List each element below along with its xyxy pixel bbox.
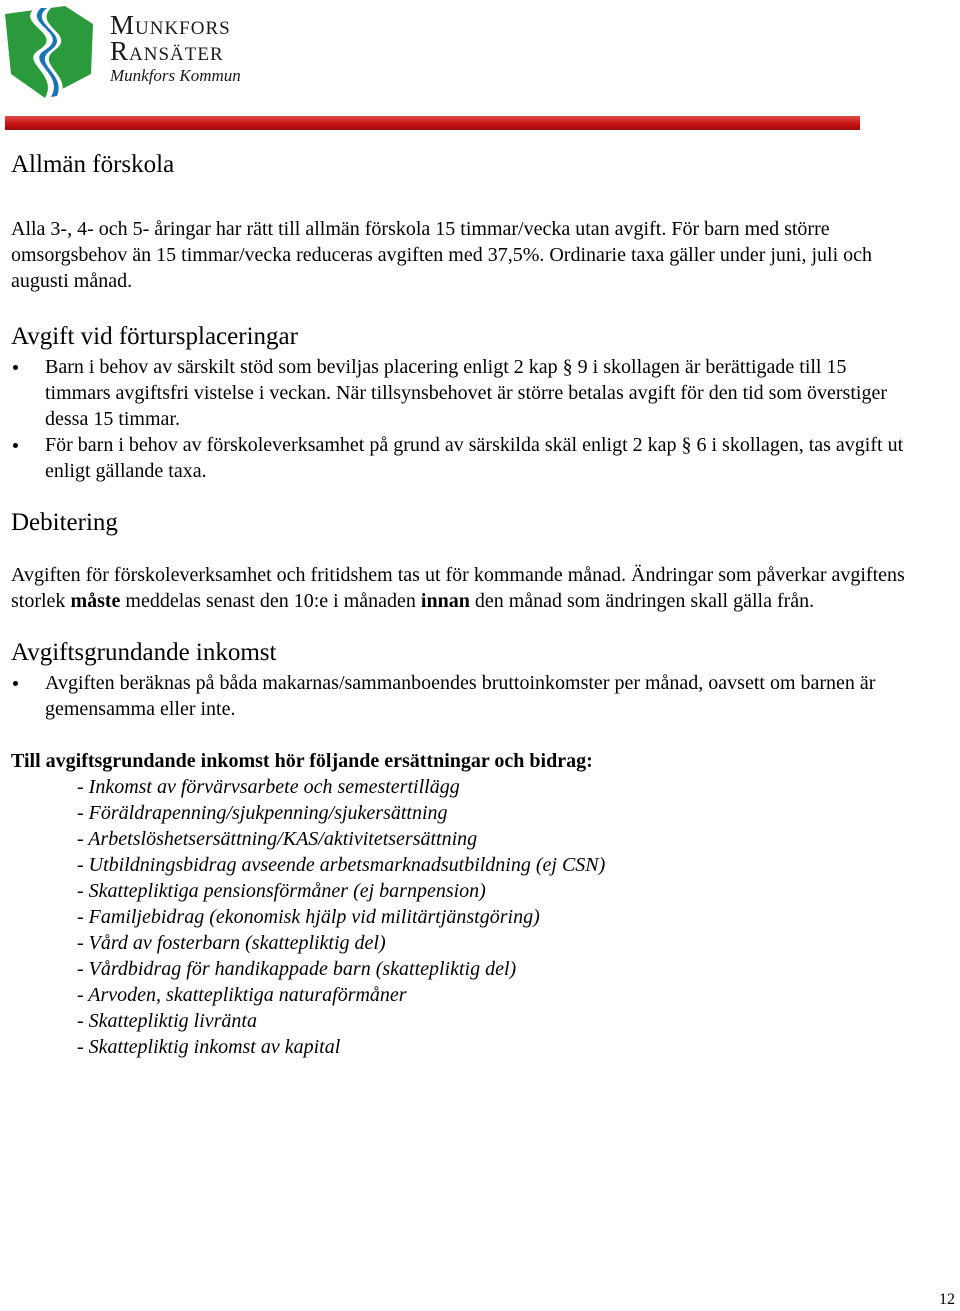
heading-allman-forskola: Allmän förskola xyxy=(11,151,175,178)
debitering-text-c: den månad som ändringen skall gälla från. xyxy=(469,590,815,612)
logo-line-munkfors: Munkfors xyxy=(110,10,231,40)
list-item: För barn i behov av förskoleverksamhet på grund av särskilda skäl enligt 2 kap § 6 i skollagen, tas avgift ut enligt gällande taxa. xyxy=(11,432,911,484)
page-header xyxy=(0,0,960,112)
debitering-text-a: Avgiften för förskoleverksamhet och fritidshem tas ut för kommande månad. Ändringar som påverkar avgiftens storlek xyxy=(11,564,905,612)
list-item: Avgiften beräknas på båda makarnas/sammanboendes bruttoinkomster per månad, oavsett om barnen är gemensamma eller inte. xyxy=(11,670,911,722)
heading-fortursplaceringar: Avgift vid förtursplaceringar xyxy=(11,323,298,350)
list-item: - Skattepliktig inkomst av kapital xyxy=(77,1036,341,1058)
list-item: - Arbetslöshetsersättning/KAS/aktivitetsersättning xyxy=(77,828,478,850)
document-body xyxy=(11,138,911,1060)
municipality-logo-icon xyxy=(5,4,95,100)
header-divider-bar xyxy=(5,116,860,130)
paragraph-debitering xyxy=(11,562,911,614)
paragraph-allman-forskola: Alla 3-, 4- och 5- åringar har rätt till allmän förskola 15 timmar/vecka utan avgift. För barn med större omsorgsbehov än 15 timmar/vecka reduceras avgiften med 37,5%. Ordinarie taxa gäller under juni, juli och augusti månad. xyxy=(11,218,873,292)
heading-debitering: Debitering xyxy=(11,509,118,536)
list-item: - Inkomst av förvärvsarbete och semestertillägg xyxy=(77,776,460,798)
list-item: - Arvoden, skattepliktiga naturaförmåner xyxy=(77,984,407,1006)
debitering-text-b: meddelas senast den 10:e i månaden xyxy=(120,590,421,612)
ersattningar-intro: Till avgiftsgrundande inkomst hör följande ersättningar och bidrag: xyxy=(11,750,593,772)
list-item: - Skattepliktiga pensionsförmåner (ej barnpension) xyxy=(77,880,486,902)
list-item: - Vård av fosterbarn (skattepliktig del) xyxy=(77,932,386,954)
list-item: - Föräldrapenning/sjukpenning/sjukersättning xyxy=(77,802,448,824)
ersattningar-list xyxy=(11,774,911,1060)
bullet-list-fortur xyxy=(11,354,911,484)
list-item: Barn i behov av särskilt stöd som beviljas placering enligt 2 kap § 9 i skollagen är berättigade till 15 timmars avgiftsfri vistelse i veckan. När tillsynsbehovet är större betalas avgift för den tid som överstiger dessa 15 timmar. xyxy=(11,354,911,432)
bullet-list-inkomst xyxy=(11,670,911,722)
page-number: 12 xyxy=(939,1291,955,1308)
logo-line-ransater: Ransäter xyxy=(110,36,224,66)
emphasis-maste: måste xyxy=(70,590,121,612)
emphasis-innan: innan xyxy=(420,590,470,612)
logo-line-kommun: Munkfors Kommun xyxy=(110,66,241,85)
heading-avgiftsgrundande-inkomst: Avgiftsgrundande inkomst xyxy=(11,639,277,666)
list-item: - Vårdbidrag för handikappade barn (skattepliktig del) xyxy=(77,958,517,980)
list-item: - Familjebidrag (ekonomisk hjälp vid militärtjänstgöring) xyxy=(77,906,540,928)
list-item: - Utbildningsbidrag avseende arbetsmarknadsutbildning (ej CSN) xyxy=(77,854,606,876)
list-item: - Skattepliktig livränta xyxy=(77,1010,257,1032)
logo-wordmark xyxy=(110,12,241,86)
